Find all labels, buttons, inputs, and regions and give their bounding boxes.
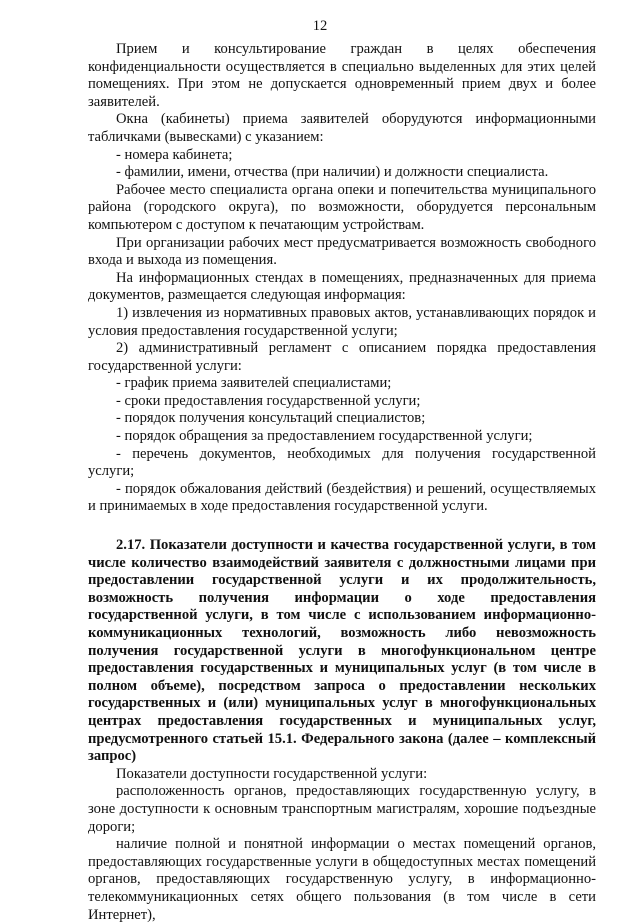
paragraph: Показатели доступности государственной услуги:	[116, 765, 428, 782]
paragraph: При организации рабочих мест предусматривается возможность свободного входа и выхода из помещения.	[88, 234, 596, 269]
list-item: - порядок обращения за предоставлением государственной услуги;	[116, 428, 533, 445]
paragraph: наличие полной и понятной информации о местах помещений органов, предоставляющих государственные услуги в общедоступных местах помещений органов, предоставляющих государственную услугу, в информационно-телекоммуникационных сетях общего пользования (в том числе в сети Интернет),	[88, 836, 596, 923]
list-item: - перечень документов, необходимых для получения государственной услуги;	[88, 445, 596, 480]
list-item: - фамилии, имени, отчества (при наличии) и должности специалиста.	[116, 164, 549, 181]
paragraph: Рабочее место специалиста органа опеки и попечительства муниципального района (городского округа), по возможности, оборудуется персональным компьютером с доступом к печатающим устройствам.	[88, 181, 596, 233]
paragraph: Окна (кабинеты) приема заявителей оборудуются информационными табличками (вывесками) с указанием:	[88, 111, 596, 145]
paragraph: расположенность органов, предоставляющих государственную услугу, в зоне доступности к основным транспортным магистралям, хорошие подъездные дороги;	[88, 783, 596, 835]
list-item: - порядок обжалования действий (бездействия) и решений, осуществляемых и принимаемых в ходе предоставления государственной услуги.	[88, 480, 596, 515]
page-number: 12	[312, 18, 328, 34]
document-body	[88, 41, 596, 924]
list-item: - номера кабинета;	[116, 146, 233, 163]
paragraph: Прием и консультирование граждан в целях обеспечения конфиденциальности осуществляется в специально выделенных для этих целей помещениях. При этом не допускается одновременный прием двух и более заявителей.	[88, 41, 596, 110]
numbered-item: 2) административный регламент с описанием порядка предоставления государственной услуги:	[88, 340, 596, 374]
section-heading: 2.17. Показатели доступности и качества государственной услуги, в том числе количество взаимодействий заявителя с должностными лицами при предоставлении государственной услуги и их продолжительность, возможность получения информации о ходе предоставления государственной услуги, в том числе с использованием информационно-коммуникационных технологий, возможность либо невозможность получения государственной услуги в многофункциональном центре предоставления государственных и муниципальных услуг (в том числе в полном объеме), посредством запроса о предоставлении нескольких государственных и (или) муниципальных услуг в многофункциональных центрах предоставления государственных и муниципальных услуг, предусмотренного статьей 15.1. Федерального закона (далее – комплексный запрос)	[88, 537, 596, 765]
section-spacer	[88, 516, 596, 537]
list-item: - график приема заявителей специалистами;	[116, 375, 392, 392]
list-item: - порядок получения консультаций специалистов;	[116, 410, 426, 427]
paragraph: На информационных стендах в помещениях, предназначенных для приема документов, размещается следующая информация:	[88, 269, 596, 304]
list-item: - сроки предоставления государственной услуги;	[116, 392, 421, 409]
numbered-item: 1) извлечения из нормативных правовых актов, устанавливающих порядок и условия предоставления государственной услуги;	[88, 304, 596, 339]
